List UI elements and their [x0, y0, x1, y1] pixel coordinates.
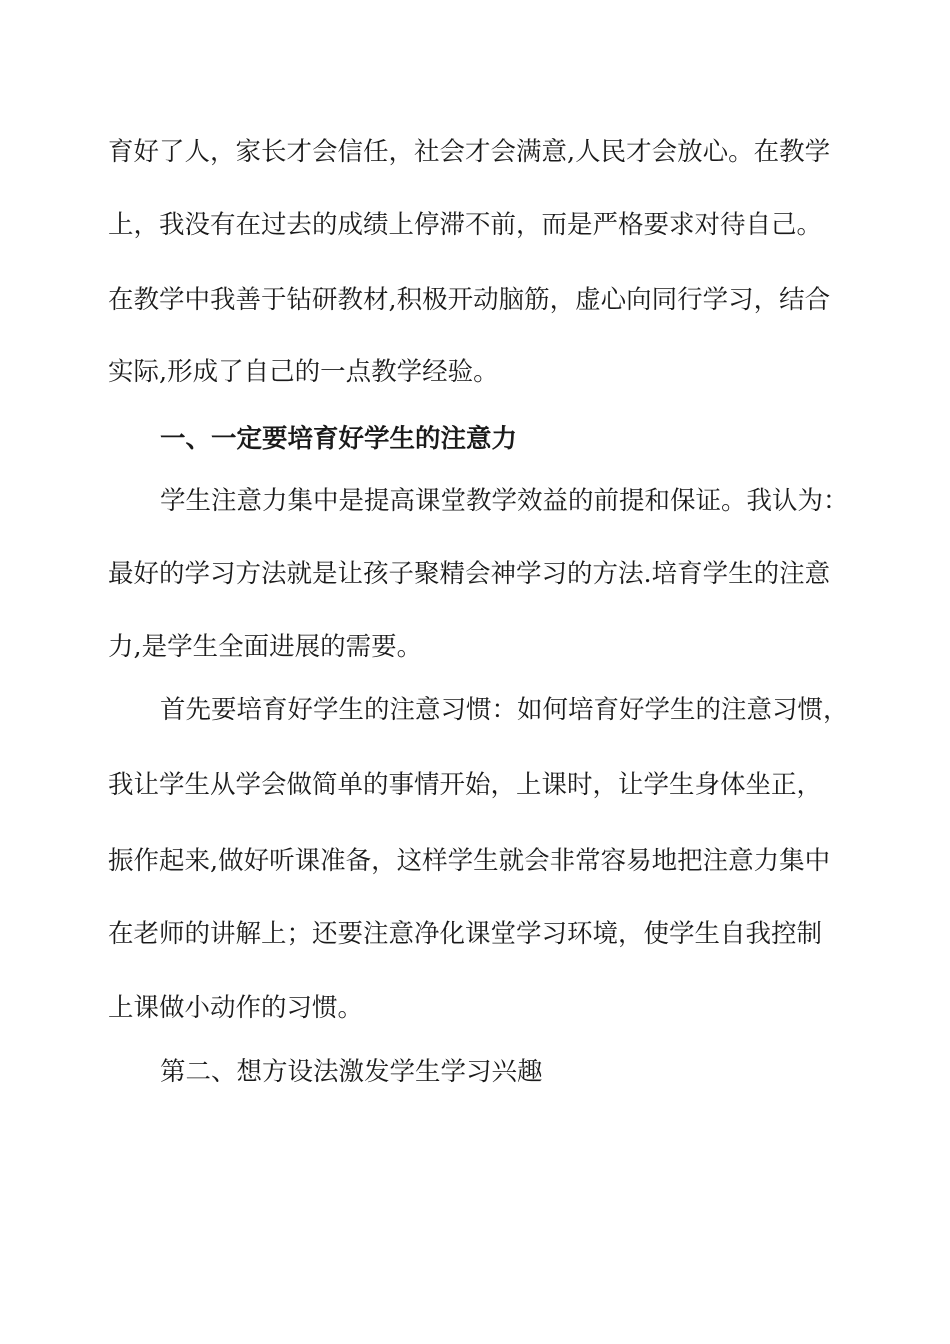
section-heading: 一、一定要培育好学生的注意力 — [160, 424, 518, 454]
paragraph-line: 实际,形成了自己的一点教学经验。 — [108, 357, 499, 387]
section-heading: 第二、想方设法激发学生学习兴趣 — [160, 1057, 543, 1087]
paragraph-line: 育好了人，家长才会信任，社会才会满意,人民才会放心。在教学 — [108, 137, 831, 167]
paragraph-line: 在教学中我善于钻研教材,积极开动脑筋，虚心向同行学习，结合 — [108, 285, 831, 315]
paragraph-line: 首先要培育好学生的注意习惯：如何培育好学生的注意习惯， — [160, 695, 849, 725]
paragraph-line: 振作起来,做好听课准备，这样学生就会非常容易地把注意力集中 — [108, 846, 831, 876]
paragraph-line: 力,是学生全面进展的需要。 — [108, 632, 423, 662]
paragraph-line: 上课做小动作的习惯。 — [108, 993, 364, 1023]
paragraph-line: 上，我没有在过去的成绩上停滞不前，而是严格要求对待自己。 — [108, 210, 823, 240]
paragraph-line: 最好的学习方法就是让孩子聚精会神学习的方法.培育学生的注意 — [108, 559, 831, 589]
paragraph-line: 学生注意力集中是提高课堂教学效益的前提和保证。我认为： — [160, 486, 849, 516]
paragraph-line: 在老师的讲解上；还要注意净化课堂学习环境，使学生自我控制 — [108, 919, 823, 949]
paragraph-line: 我让学生从学会做简单的事情开始，上课时，让学生身体坐正， — [108, 770, 823, 800]
